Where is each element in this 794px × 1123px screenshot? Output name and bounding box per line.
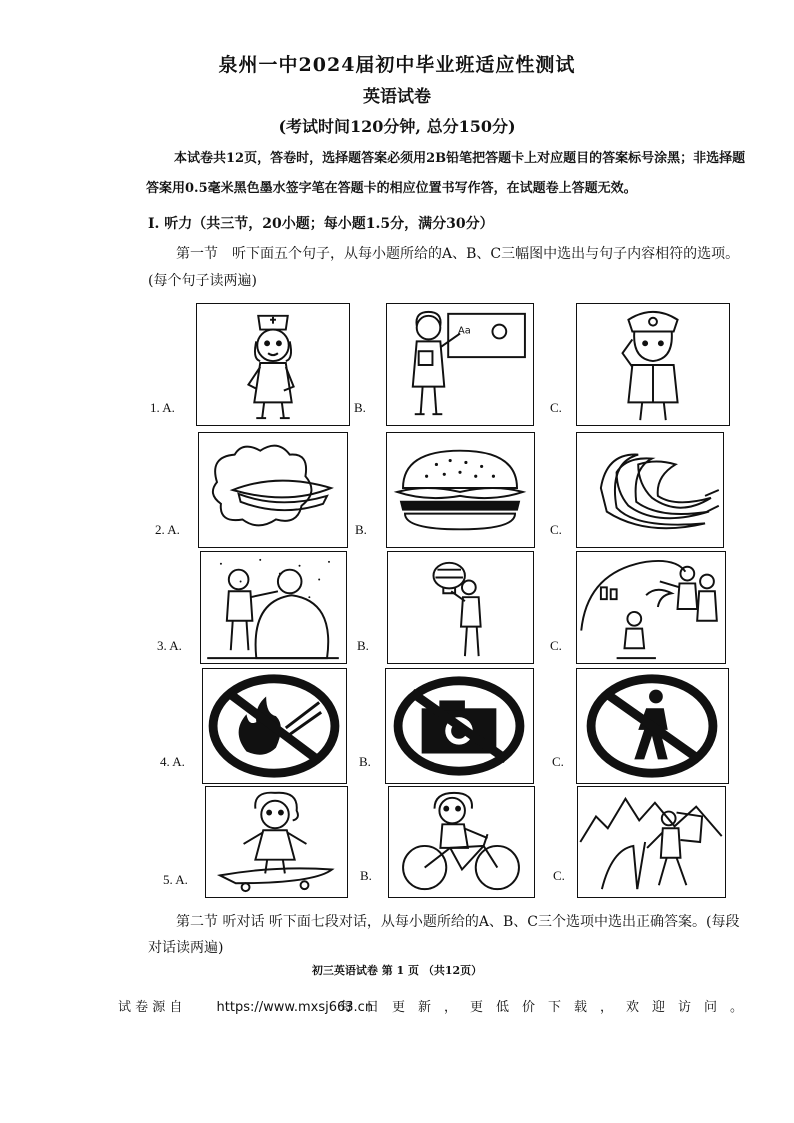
skateboard-icon — [205, 786, 348, 898]
option-b-label: B. — [360, 868, 372, 883]
option-c-label: C. — [550, 638, 562, 653]
no-camera-icon — [385, 668, 534, 784]
exam-subject: 英语试卷 — [363, 87, 431, 107]
option-c-label: C. — [550, 522, 562, 537]
section-heading: Ⅰ. 听力（共三节，20小题；每小题1.5分，满分30分） — [148, 216, 494, 232]
hiking-icon — [576, 551, 726, 664]
exam-title: 泉州一中2024届初中毕业班适应性测试 — [218, 54, 576, 76]
lantern-icon — [387, 551, 534, 664]
teacher-icon — [386, 303, 534, 426]
question-4-label: 4. A. — [160, 754, 185, 769]
option-c-label: C. — [550, 400, 562, 415]
option-b-label: B. — [359, 754, 371, 769]
snowman-icon — [200, 551, 347, 664]
bananas-icon — [576, 432, 724, 548]
question-3-label: 3. A. — [157, 638, 182, 653]
source-url[interactable]: https://www.mxsj663.cn — [216, 1000, 374, 1015]
climbing-icon — [577, 786, 726, 898]
bicycle-icon — [388, 786, 535, 898]
part2-instruction: 第二节 听对话 听下面七段对话，从每小题所给的A、B、C三个选项中选出正确答案。(每段对话读两遍) — [148, 914, 740, 956]
police-officer-icon — [576, 303, 730, 426]
source-label: 试 卷 源 自 — [118, 1000, 183, 1015]
nurse-icon — [196, 303, 350, 426]
question-1-label: 1. A. — [150, 400, 175, 415]
option-b-label: B. — [355, 522, 367, 537]
question-5-label: 5. A. — [163, 872, 188, 887]
instructions: 本试卷共12页，答卷时，选择题答案必须用2B铅笔把答题卡上对应题目的答案标号涂黑；非选择题答案用0.5毫米黑色墨水签字笔在答题卡的相应位置书写作答，在试题卷上答题无效。 — [146, 151, 746, 196]
option-b-label: B. — [357, 638, 369, 653]
part1-instruction: 第一节 听下面五个句子，从每小题所给的A、B、C三幅图中选出与句子内容相符的选项。(每个句子读两遍) — [148, 246, 740, 289]
svg-text:Aa: Aa — [458, 325, 471, 337]
option-b-label: B. — [354, 400, 366, 415]
no-walking-icon — [576, 668, 729, 784]
notice-text: 每日更新，更低价下载，欢迎访问。 — [340, 1000, 757, 1015]
question-2-label: 2. A. — [155, 522, 180, 537]
option-c-label: C. — [553, 868, 565, 883]
option-c-label: C. — [552, 754, 564, 769]
cabbage-icon — [198, 432, 348, 548]
no-fire-icon — [202, 668, 347, 784]
page-footer: 初三英语试卷 第 1 页 （共12页） — [311, 964, 483, 977]
exam-info: (考试时间120分钟, 总分150分) — [278, 117, 516, 136]
hamburger-icon — [386, 432, 535, 548]
